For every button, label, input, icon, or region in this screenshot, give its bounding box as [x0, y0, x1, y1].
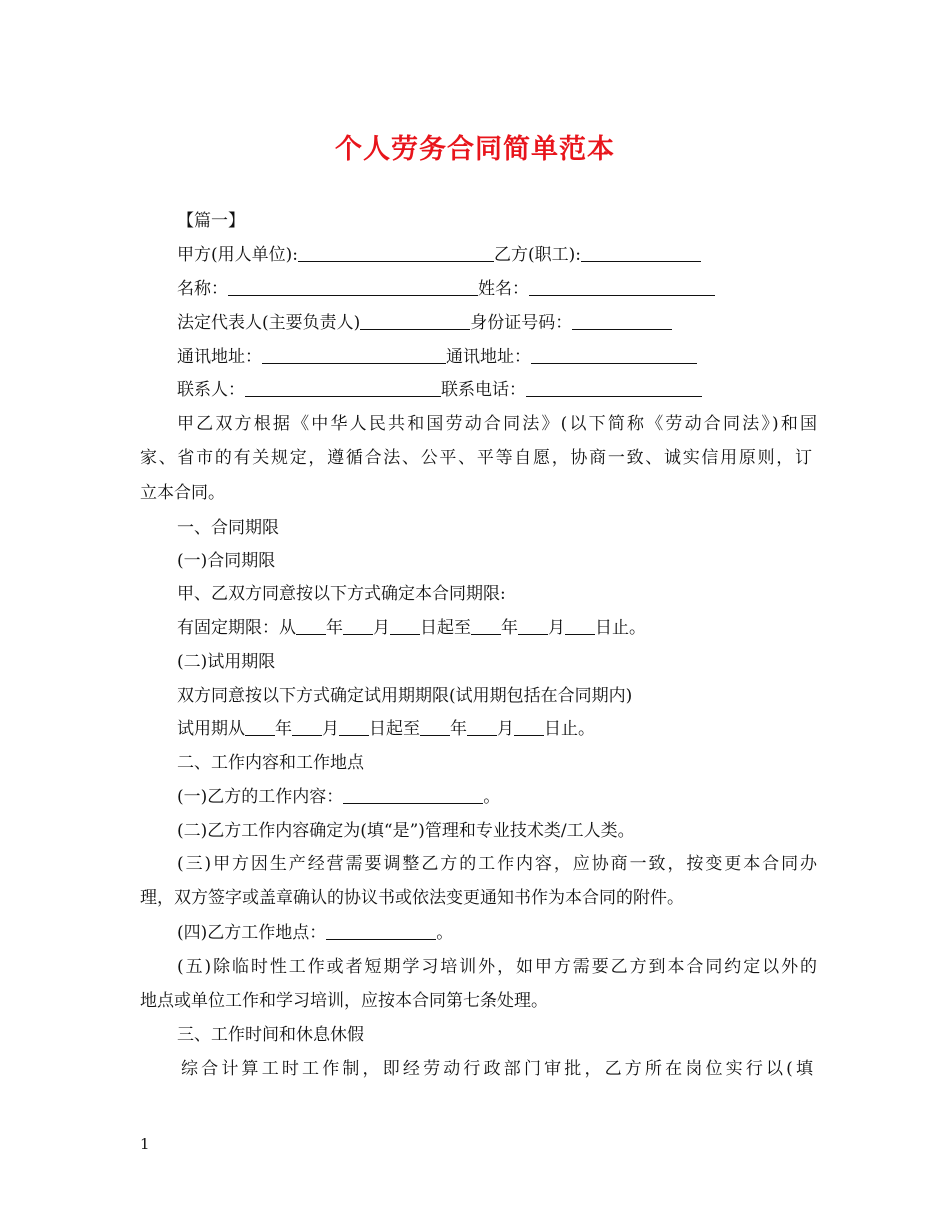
address-a-blank	[262, 348, 446, 364]
section-1-1-title: (一)合同期限	[177, 551, 276, 571]
fixed-end-month-label: 月	[548, 618, 565, 638]
party-b-label: 乙方(职工):	[494, 245, 581, 265]
fixed-end-month-blank	[518, 619, 548, 635]
page-number: 1	[140, 1135, 150, 1153]
trial-end-year-label: 年	[450, 719, 467, 739]
fixed-end-day-label: 日止。	[595, 618, 646, 638]
contact-label: 联系人：	[177, 380, 245, 400]
document-title: 个人劳务合同简单范本	[335, 134, 615, 165]
section-2-5-line-2: 地点或单位工作和学习培训，应按本合同第七条处理。	[140, 991, 548, 1011]
section-2-4-prefix: (四)乙方工作地点：	[177, 923, 327, 943]
fixed-start-month-label: 月	[373, 618, 390, 638]
section-2-2: (二)乙方工作内容确定为(填“是”)管理和专业技术类/工人类。	[177, 821, 635, 841]
fixed-start-year-label: 年	[326, 618, 343, 638]
id-label: 身份证号码：	[470, 313, 573, 333]
contact-blank	[245, 381, 441, 397]
section-1-title: 一、合同期限	[177, 518, 279, 538]
address-row	[177, 345, 817, 369]
trial-term-prefix: 试用期从	[177, 719, 245, 739]
section-2-4-row	[177, 921, 817, 945]
trial-end-month-blank	[467, 720, 497, 736]
address-b-label: 通讯地址：	[446, 347, 531, 367]
work-content-blank	[343, 788, 483, 804]
name-label: 名称：	[177, 279, 228, 299]
address-a-label: 通讯地址：	[177, 347, 262, 367]
section-3-text: 综合计算工时工作制，即经劳动行政部门审批，乙方所在岗位实行以(填	[181, 1059, 813, 1079]
fixed-start-day-label: 日起至	[420, 618, 471, 638]
party-row	[177, 243, 817, 267]
phone-label: 联系电话：	[441, 380, 526, 400]
legal-rep-row	[177, 311, 817, 335]
trial-end-day-label: 日止。	[544, 719, 595, 739]
preamble-line-3: 立本合同。	[140, 483, 225, 503]
section-2-1-suffix: 。	[483, 787, 501, 807]
legal-rep-blank	[360, 314, 470, 330]
fixed-start-day-blank	[390, 619, 420, 635]
fixed-end-year-blank	[471, 619, 501, 635]
fixed-end-day-blank	[565, 619, 595, 635]
address-b-blank	[531, 348, 697, 364]
phone-blank	[526, 381, 702, 397]
preamble-line-1: 甲乙双方根据《中华人民共和国劳动合同法》(以下简称《劳动合同法》)和国	[177, 414, 817, 434]
trial-start-day-label: 日起至	[369, 719, 420, 739]
fixed-term-row	[177, 616, 817, 640]
section-2-4-suffix: 。	[436, 923, 454, 943]
section-1-2-title: (二)试用期限	[177, 652, 276, 672]
person-name-blank	[529, 280, 715, 296]
trial-end-day-blank	[514, 720, 544, 736]
contact-row	[177, 378, 817, 402]
trial-term-row	[177, 717, 817, 741]
trial-end-month-label: 月	[497, 719, 514, 739]
trial-start-month-label: 月	[322, 719, 339, 739]
preamble-line-2: 家、省市的有关规定，遵循合法、公平、平等自愿，协商一致、诚实信用原则，订	[140, 448, 812, 468]
id-blank	[572, 314, 672, 330]
fixed-term-prefix: 有固定期限：从	[177, 618, 296, 638]
party-a-blank	[298, 246, 494, 262]
trial-start-day-blank	[339, 720, 369, 736]
person-name-label: 姓名：	[478, 279, 529, 299]
section-2-1-prefix: (一)乙方的工作内容：	[177, 787, 344, 807]
trial-start-year-blank	[245, 720, 275, 736]
section-2-title: 二、工作内容和工作地点	[177, 753, 364, 773]
section-1-1-text: 甲、乙双方同意按以下方式确定本合同期限:	[177, 584, 506, 604]
trial-start-month-blank	[292, 720, 322, 736]
name-blank	[228, 280, 478, 296]
section-2-3-line-1: (三)甲方因生产经营需要调整乙方的工作内容，应协商一致，按变更本合同办	[177, 854, 817, 874]
fixed-start-month-blank	[343, 619, 373, 635]
party-a-label: 甲方(用人单位):	[177, 245, 298, 265]
work-location-blank	[326, 924, 436, 940]
fixed-start-year-blank	[296, 619, 326, 635]
section-2-5-line-1: (五)除临时性工作或者短期学习培训外，如甲方需要乙方到本合同约定以外的	[177, 957, 817, 977]
trial-start-year-label: 年	[275, 719, 292, 739]
section-1-2-text: 双方同意按以下方式确定试用期期限(试用期包括在合同期内)	[177, 686, 633, 706]
party-b-blank	[581, 246, 701, 262]
name-row	[177, 277, 817, 301]
fixed-end-year-label: 年	[501, 618, 518, 638]
section-3-title: 三、工作时间和休息休假	[177, 1025, 364, 1045]
trial-end-year-blank	[420, 720, 450, 736]
section-2-3-line-2: 理，双方签字或盖章确认的协议书或依法变更通知书作为本合同的附件。	[140, 888, 684, 908]
section-label: 【篇一】	[177, 211, 245, 231]
section-2-1-row	[177, 785, 817, 809]
legal-rep-label: 法定代表人(主要负责人)	[177, 313, 361, 333]
